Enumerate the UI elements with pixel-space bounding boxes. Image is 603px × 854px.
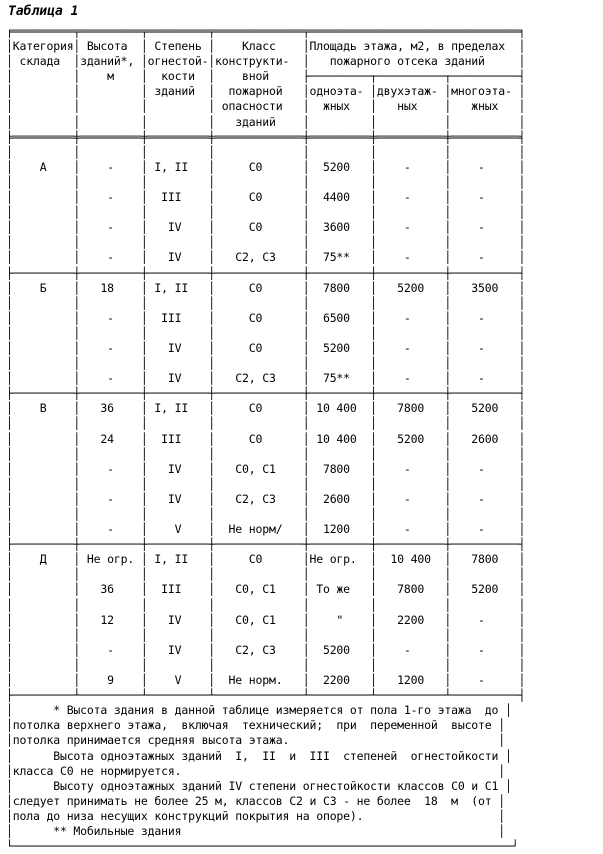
table-line: ├─────────┴─────────┴─────────┴─────────────┴─────────┴──────────┴──────────┤ [6,688,526,703]
table-line: │ │ │ │ опасности │ жных │ ных │ жных │ [6,99,526,114]
table-line: │ А │ - │ I, II │ С0 │ 5200 │ - │ - │ [6,159,526,174]
ascii-table [6,24,525,854]
table-line: │ ** Мобильные здания │ [6,823,506,838]
table-line: │ │ │ │ зданий │ │ │ │ [6,114,526,129]
table-line: │ │ │ │ │ │ │ │ [6,295,526,310]
table-line: │пола до низа несущих конструкций покрытия на опоре). │ [6,808,506,823]
table-line: │ │ │ │ │ │ │ │ [6,174,526,189]
table-line: ├─────────┼─────────┼─────────┼─────────────┼─────────┼──────────┼──────────┤ [6,386,526,401]
table-line: │ │ │ │ │ │ │ │ [6,205,526,220]
table-title: Таблица 1 [8,4,79,19]
table-line: ╒═════════╤═════════╤═════════╤═════════════╤═══════════════════════════════╕ [6,24,526,38]
table-line: │следует принимать не более 25 м, классов С2 и С3 - не более 18 м (от │ [6,793,506,808]
table-line: ╞═════════╪═════════╪═════════╪═════════════╪═════════╪══════════╪══════════╡ [6,129,526,144]
table-line: │ │ │ │ │ │ │ │ [6,356,526,371]
table-line: │ │ 9 │ V │ Не норм. │ 2200 │ 1200 │ - │ [6,673,526,688]
table-line: │потолка верхнего этажа, включая технический; при переменной высоте │ [6,718,506,733]
table-line: │ │ │ │ │ │ │ │ [6,627,526,642]
table-line: ├─────────┼─────────┼─────────┼─────────────┼─────────┼──────────┼──────────┤ [6,265,526,280]
table-line: │ │ 12 │ IV │ С0, С1 │ " │ 2200 │ - │ [6,612,526,627]
table-line: │ │ │ │ │ │ │ │ [6,597,526,612]
table-line: │ │ - │ IV │ С2, С3 │ 5200 │ - │ - │ [6,642,526,657]
table-line: │ склада │зданий*, │огнестой-│конструкти- │ пожарного отсека зданий │ [6,54,526,69]
table-line: │ │ - │ III │ С0 │ 6500 │ - │ - │ [6,310,526,325]
table-line: │ │ 36 │ III │ С0, С1 │ То же │ 7800 │ 5200 │ [6,582,526,597]
table-line: │ │ м │ кости │ вной ├─────────┬──────────┬──────────┤ [6,69,526,84]
table-line: │класса С0 не нормируется. │ [6,763,506,778]
table-line: │ │ │ │ │ │ │ │ [6,325,526,340]
table-line: ├─────────┼─────────┼─────────┼─────────────┼─────────┼──────────┼──────────┤ [6,537,526,552]
table-line: │ │ │ │ │ │ │ │ [6,144,526,159]
table-line: │ │ │ │ │ │ │ │ [6,446,526,461]
table-line: │ Д │ Не огр. │ I, II │ С0 │Не огр. │ 10 400 │ 7800 │ [6,552,526,567]
table-line: │ Б │ 18 │ I, II │ С0 │ 7800 │ 5200 │ 3500 │ [6,280,526,295]
table-line: │ │ 24 │ III │ С0 │ 10 400 │ 5200 │ 2600 │ [6,431,526,446]
table-line: │ │ - │ IV │ С2, С3 │ 75** │ - │ - │ [6,250,526,265]
table-line: │ │ │ │ │ │ │ │ [6,657,526,672]
table-line: │ │ - │ IV │ С0, С1 │ 7800 │ - │ - │ [6,461,526,476]
table-line: │ │ │ │ │ │ │ │ [6,567,526,582]
table-line: │потолка принимается средняя высота этажа. │ [6,733,506,748]
table-line: │Категория│ Высота │ Степень │ Класс │Площадь этажа, м2, в пределах │ [6,39,526,54]
table-line: │ │ │ зданий │ пожарной │одноэта- │двухэтаж- │многоэта- │ [6,84,526,99]
table-line: │ │ │ │ │ │ │ │ [6,476,526,491]
table-line: │ В │ 36 │ I, II │ С0 │ 10 400 │ 7800 │ 5200 │ [6,401,526,416]
table-line: │ │ │ │ │ │ │ │ [6,235,526,250]
table-line: │ │ - │ IV │ С0 │ 3600 │ - │ - │ [6,220,526,235]
table-line: │ │ - │ IV │ С2, С3 │ 75** │ - │ - │ [6,371,526,386]
table-line: │ Высоту одноэтажных зданий IV степени огнестойкости классов С0 и С1 │ [6,778,512,793]
table-line: │ │ - │ IV │ С2, С3 │ 2600 │ - │ - │ [6,491,526,506]
table-line: │ * Высота здания в данной таблице измеряется от пола 1-го этажа до │ [6,703,512,718]
table-line: │ │ - │ III │ С0 │ 4400 │ - │ - │ [6,190,526,205]
table-line: │ │ │ │ │ │ │ │ [6,416,526,431]
table-line: │ Высота одноэтажных зданий I, II и III степеней огнестойкости │ [6,748,512,763]
table-line: │ │ │ │ │ │ │ │ [6,507,526,521]
table-line: │ │ - │ V │ Не норм/ │ 1200 │ - │ - │ [6,522,526,537]
table-line: └──────────────────────────────────────────────────────────────────────────┘ [6,839,519,854]
table-line: │ │ - │ IV │ С0 │ 5200 │ - │ - │ [6,340,526,355]
